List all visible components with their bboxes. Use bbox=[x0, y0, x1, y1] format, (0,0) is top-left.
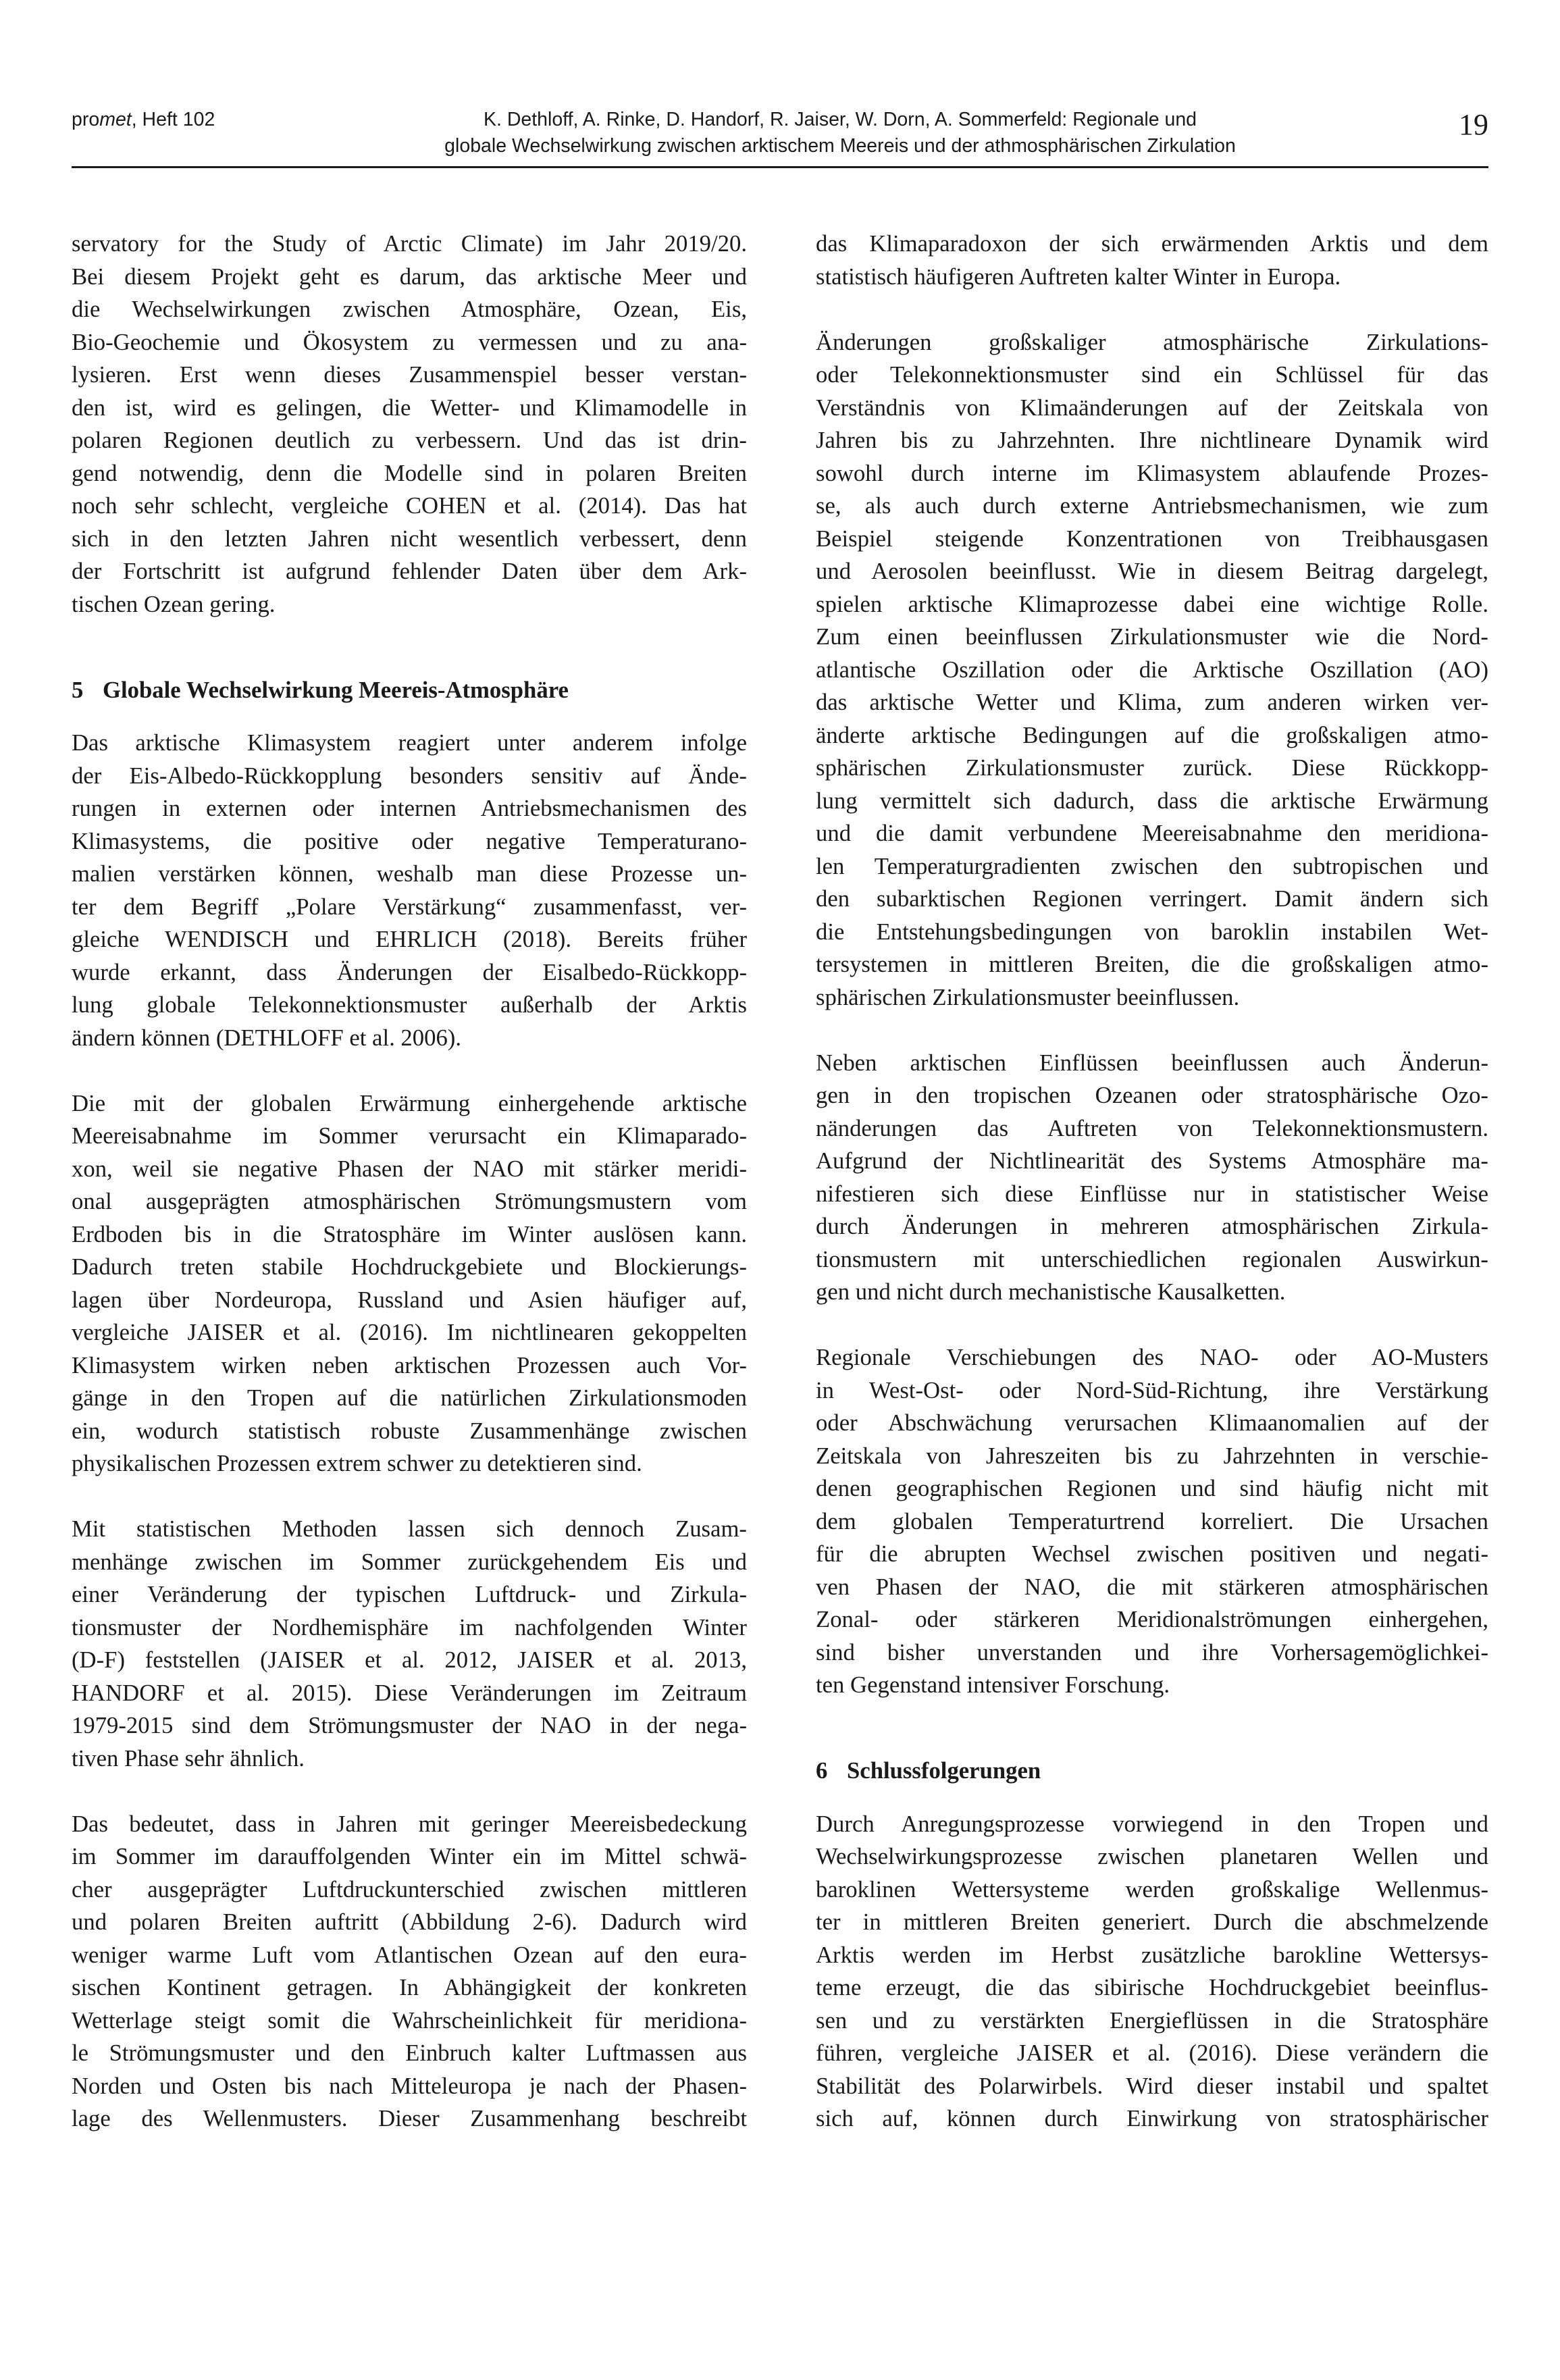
text-line: physikalischen Prozessen extrem schwer zu detektieren sind. bbox=[72, 1450, 642, 1476]
text-line: den subarktischen Regionen verringert. Damit ändern sich bbox=[816, 885, 1488, 912]
text-line: ändern können (DETHLOFF et al. 2006). bbox=[72, 1024, 462, 1051]
text-line: menhänge zwischen im Sommer zurückgehendem Eis und bbox=[72, 1548, 747, 1575]
text-line: HANDORF et al. 2015). Diese Veränderungen im Zeitraum bbox=[72, 1679, 747, 1706]
text-line: einer Veränderung der typischen Luftdruck- und Zirkula- bbox=[72, 1581, 747, 1607]
text-line: lage des Wellenmusters. Dieser Zusammenhang beschreibt bbox=[72, 2105, 747, 2131]
text-line: für die abrupten Wechsel zwischen positiven und negati- bbox=[816, 1541, 1488, 1567]
text-line: Verständnis von Klimaänderungen auf der Zeitskala von bbox=[816, 394, 1488, 421]
text-line: und die damit verbundene Meereisabnahme den meridiona- bbox=[816, 820, 1488, 846]
text-line: Das bedeutet, dass in Jahren mit geringer Meereisbedeckung bbox=[72, 1810, 747, 1837]
text-line: nänderungen das Auftreten von Telekonnektionsmustern. bbox=[816, 1114, 1488, 1141]
paragraph bbox=[816, 1047, 1488, 1309]
text-line: die Entstehungsbedingungen von baroklin instabilen Wet- bbox=[816, 918, 1488, 945]
text-line: Bio-Geochemie und Ökosystem zu vermessen und zu ana- bbox=[72, 328, 747, 355]
page-number: 19 bbox=[1459, 108, 1488, 141]
text-line: (D-F) feststellen (JAISER et al. 2012, JAISER et al. 2013, bbox=[72, 1647, 747, 1673]
paragraph-gap bbox=[72, 706, 747, 727]
text-line: Wechselwirkungsprozesse zwischen planetaren Wellen und bbox=[816, 1843, 1488, 1869]
text-line: sphärischen Zirkulationsmuster beeinflussen. bbox=[816, 983, 1240, 1010]
text-line: Norden und Osten bis nach Mitteleuropa je nach der Phasen- bbox=[72, 2072, 747, 2099]
text-line: teme erzeugt, die das sibirische Hochdruckgebiet beeinflus- bbox=[816, 1974, 1488, 2000]
text-line: gleiche WENDISCH und EHRLICH (2018). Bereits früher bbox=[72, 926, 747, 952]
paragraph-gap bbox=[72, 621, 747, 654]
text-line: Dadurch treten stabile Hochdruckgebiete und Blockierungs- bbox=[72, 1253, 747, 1280]
text-line: tiven Phase sehr ähnlich. bbox=[72, 1744, 305, 1771]
text-line: gen und nicht durch mechanistische Kausalketten. bbox=[816, 1278, 1286, 1305]
header-rule bbox=[72, 166, 1488, 168]
text-line: ter in mittleren Breiten generiert. Durch die abschmelzende bbox=[816, 1909, 1488, 1935]
paragraph bbox=[72, 727, 747, 1054]
section-title: Globale Wechselwirkung Meereis-Atmosphäre bbox=[103, 676, 569, 703]
paragraph-gap bbox=[816, 1734, 1488, 1755]
text-line: noch sehr schlecht, vergleiche COHEN et al. (2014). Das hat bbox=[72, 492, 747, 519]
paragraph bbox=[72, 1087, 747, 1480]
text-line: Mit statistischen Methoden lassen sich dennoch Zusam- bbox=[72, 1516, 747, 1542]
text-line: tischen Ozean gering. bbox=[72, 590, 276, 617]
text-line: Durch Anregungsprozesse vorwiegend in den Tropen und bbox=[816, 1810, 1488, 1837]
section-number: 5 bbox=[72, 676, 84, 703]
paragraph-gap bbox=[72, 654, 747, 674]
text-line: statistisch häufigeren Auftreten kalter Winter in Europa. bbox=[816, 263, 1341, 290]
text-line: baroklinen Wettersysteme werden großskalige Wellenmus- bbox=[816, 1875, 1488, 1903]
text-line: le Strömungsmuster und den Einbruch kalter Luftmassen aus bbox=[72, 2040, 747, 2066]
paragraph bbox=[816, 228, 1488, 293]
text-line: Jahren bis zu Jahrzehnten. Ihre nichtlineare Dynamik wird bbox=[816, 427, 1488, 453]
paragraph bbox=[72, 228, 747, 621]
text-line: Meereisabnahme im Sommer verursacht ein Klimaparado- bbox=[72, 1122, 747, 1149]
paragraph-gap bbox=[816, 1309, 1488, 1342]
text-line: polaren Regionen deutlich zu verbessern. Und das ist drin- bbox=[72, 427, 747, 453]
text-line: lysieren. Erst wenn dieses Zusammenspiel besser verstan- bbox=[72, 361, 747, 388]
text-line: den ist, wird es gelingen, die Wetter- und Klimamodelle in bbox=[72, 394, 747, 421]
authors-line-2: globale Wechselwirkung zwischen arktischem Meereis und der athmosphärischen Zirkulation bbox=[444, 135, 1236, 157]
paragraph-gap bbox=[816, 1014, 1488, 1047]
text-line: ten Gegenstand intensiver Forschung. bbox=[816, 1672, 1170, 1698]
text-line: nifestieren sich diese Einflüsse nur in statistischer Weise bbox=[816, 1180, 1488, 1207]
text-line: lagen über Nordeuropa, Russland und Asien häufiger auf, bbox=[72, 1286, 747, 1313]
text-line: das Klimaparadoxon der sich erwärmenden Arktis und dem bbox=[816, 230, 1488, 257]
text-line: se, als auch durch externe Antriebsmechanismen, wie zum bbox=[816, 492, 1488, 519]
text-line: Beispiel steigende Konzentrationen von Treibhausgasen bbox=[816, 525, 1488, 552]
paragraph-gap bbox=[72, 1054, 747, 1087]
section-number: 6 bbox=[816, 1757, 828, 1784]
text-line: gend notwendig, denn die Modelle sind in polaren Breiten bbox=[72, 459, 747, 486]
text-line: sischen Kontinent getragen. In Abhängigkeit der konkreten bbox=[72, 1974, 747, 2000]
text-line: weniger warme Luft vom Atlantischen Ozean auf den eura- bbox=[72, 1941, 747, 1968]
paragraph-gap bbox=[816, 293, 1488, 326]
text-line: wurde erkannt, dass Änderungen der Eisalbedo-Rückkopp- bbox=[72, 958, 747, 985]
text-line: dem globalen Temperaturtrend korreliert. Die Ursachen bbox=[816, 1507, 1488, 1534]
text-line: denen geographischen Regionen und sind häufig nicht mit bbox=[816, 1475, 1488, 1501]
paragraph bbox=[72, 1808, 747, 2136]
text-line: Stabilität des Polarwirbels. Wird dieser instabil und spaltet bbox=[816, 2072, 1488, 2099]
text-line: Klimasystems, die positive oder negative Temperaturano- bbox=[72, 827, 747, 854]
text-line: der Eis-Albedo-Rückkopplung besonders sensitiv auf Ände- bbox=[72, 762, 747, 789]
paragraph bbox=[816, 326, 1488, 1014]
text-line: im Sommer im darauffolgenden Winter ein im Mittel schwä- bbox=[72, 1843, 747, 1869]
text-line: oder Abschwächung verursachen Klimaanomalien auf der bbox=[816, 1409, 1488, 1436]
text-line: malien verstärken können, weshalb man diese Prozesse un- bbox=[72, 860, 747, 887]
text-line: Zum einen beeinflussen Zirkulationsmuster wie die Nord- bbox=[816, 623, 1488, 650]
text-line: sich auf, können durch Einwirkung von stratosphärischer bbox=[816, 2105, 1488, 2131]
text-line: spielen arktische Klimaprozesse dabei eine wichtige Rolle. bbox=[816, 590, 1488, 617]
article-authors-title bbox=[388, 107, 1293, 159]
authors-line-1: K. Dethloff, A. Rinke, D. Handorf, R. Jaiser, W. Dorn, A. Sommerfeld: Regionale und bbox=[483, 109, 1197, 130]
text-line: lung globale Telekonnektionsmuster außerhalb der Arktis bbox=[72, 991, 747, 1018]
paragraph-gap bbox=[816, 1788, 1488, 1808]
text-line: gen in den tropischen Ozeanen oder stratosphärische Ozo- bbox=[816, 1082, 1488, 1108]
text-line: Bei diesem Projekt geht es darum, das arktische Meer und bbox=[72, 263, 747, 290]
text-line: onal ausgeprägten atmosphärischen Strömungsmustern vom bbox=[72, 1188, 747, 1214]
text-line: Neben arktischen Einflüssen beeinflussen auch Änderun- bbox=[816, 1049, 1488, 1076]
text-line: 1979-2015 sind dem Strömungsmuster der NAO in der nega- bbox=[72, 1712, 747, 1738]
section-heading bbox=[72, 674, 747, 707]
text-line: änderte arktische Bedingungen auf die großskaligen atmo- bbox=[816, 721, 1488, 748]
right-column bbox=[816, 228, 1488, 2136]
text-line: tersystemen in mittleren Breiten, die die großskaligen atmo- bbox=[816, 951, 1488, 977]
text-line: len Temperaturgradienten zwischen den subtropischen und bbox=[816, 852, 1488, 879]
text-line: die Wechselwirkungen zwischen Atmosphäre, Ozean, Eis, bbox=[72, 296, 747, 322]
text-line: sich in den letzten Jahren nicht wesentlich verbessert, denn bbox=[72, 525, 747, 552]
text-line: sphärischen Zirkulationsmuster zurück. Diese Rückkopp- bbox=[816, 754, 1488, 781]
text-line: sowohl durch interne im Klimasystem ablaufende Prozes- bbox=[816, 459, 1488, 486]
text-line: Arktis werden im Herbst zusätzliche barokline Wettersys- bbox=[816, 1941, 1488, 1968]
text-line: sind bisher unverstanden und ihre Vorhersagemöglichkei- bbox=[816, 1638, 1488, 1665]
text-line: führen, vergleiche JAISER et al. (2016). Diese verändern die bbox=[816, 2040, 1488, 2066]
text-line: Erdboden bis in die Stratosphäre im Winter auslösen kann. bbox=[72, 1220, 747, 1247]
text-line: durch Änderungen in mehreren atmosphärischen Zirkula- bbox=[816, 1213, 1488, 1239]
text-line: xon, weil sie negative Phasen der NAO mit stärker meridi- bbox=[72, 1155, 747, 1182]
text-line: Wetterlage steigt somit die Wahrscheinlichkeit für meridiona- bbox=[72, 2007, 747, 2034]
text-line: Das arktische Klimasystem reagiert unter anderem infolge bbox=[72, 729, 747, 756]
text-line: der Fortschritt ist aufgrund fehlender Daten über dem Ark- bbox=[72, 558, 747, 584]
text-line: sen und zu verstärkten Energieflüssen in die Stratosphäre bbox=[816, 2007, 1488, 2034]
text-line: tionsmuster der Nordhemisphäre im nachfolgenden Winter bbox=[72, 1613, 747, 1640]
paragraph bbox=[816, 1808, 1488, 2136]
text-line: gänge in den Tropen auf die natürlichen Zirkulationsmoden bbox=[72, 1385, 747, 1411]
text-line: lung vermittelt sich dadurch, dass die arktische Erwärmung bbox=[816, 787, 1488, 814]
paragraph-gap bbox=[816, 1702, 1488, 1735]
left-column bbox=[72, 228, 747, 2136]
text-line: Klimasystem wirken neben arktischen Prozessen auch Vor- bbox=[72, 1351, 747, 1378]
paragraph bbox=[72, 1513, 747, 1775]
journal-name: promet, Heft 102 bbox=[72, 109, 215, 130]
text-line: Änderungen großskaliger atmosphärische Zirkulations- bbox=[816, 328, 1488, 355]
text-line: servatory for the Study of Arctic Climate) im Jahr 2019/20. bbox=[72, 230, 747, 257]
section-heading bbox=[816, 1755, 1488, 1788]
text-line: Zonal- oder stärkeren Meridionalströmungen einhergehen, bbox=[816, 1606, 1488, 1632]
text-line: tionsmustern mit unterschiedlichen regionalen Auswirkun- bbox=[816, 1245, 1488, 1272]
text-line: Zeitskala von Jahreszeiten bis zu Jahrzehnten in verschie- bbox=[816, 1442, 1488, 1469]
text-line: cher ausgeprägter Luftdruckunterschied zwischen mittleren bbox=[72, 1875, 747, 1903]
running-header bbox=[72, 101, 1488, 169]
text-line: ein, wodurch statistisch robuste Zusammenhänge zwischen bbox=[72, 1417, 747, 1444]
text-line: Die mit der globalen Erwärmung einhergehende arktische bbox=[72, 1089, 747, 1116]
text-line: in West-Ost- oder Nord-Süd-Richtung, ihre Verstärkung bbox=[816, 1376, 1488, 1403]
text-line: oder Telekonnektionsmuster sind ein Schlüssel für das bbox=[816, 361, 1488, 388]
text-line: Aufgrund der Nichtlinearität des Systems Atmosphäre ma- bbox=[816, 1147, 1488, 1174]
text-line: vergleiche JAISER et al. (2016). Im nichtlinearen gekoppelten bbox=[72, 1319, 747, 1345]
text-line: ven Phasen der NAO, die mit stärkeren atmosphärischen bbox=[816, 1573, 1488, 1600]
paragraph-gap bbox=[72, 1480, 747, 1514]
text-line: und polaren Breiten auftritt (Abbildung 2-6). Dadurch wird bbox=[72, 1909, 747, 1935]
text-line: ter dem Begriff „Polare Verstärkung“ zusammenfasst, ver- bbox=[72, 893, 747, 920]
paragraph bbox=[816, 1341, 1488, 1702]
paragraph-gap bbox=[72, 1775, 747, 1808]
text-line: rungen in externen oder internen Antriebsmechanismen des bbox=[72, 795, 747, 821]
text-line: Regionale Verschiebungen des NAO- oder AO-Musters bbox=[816, 1344, 1488, 1370]
text-line: und Aerosolen beeinflusst. Wie in diesem Beitrag dargelegt, bbox=[816, 558, 1488, 584]
section-title: Schlussfolgerungen bbox=[847, 1757, 1041, 1784]
text-line: das arktische Wetter und Klima, zum anderen wirken ver- bbox=[816, 689, 1488, 715]
text-line: atlantische Oszillation oder die Arktische Oszillation (AO) bbox=[816, 656, 1488, 683]
